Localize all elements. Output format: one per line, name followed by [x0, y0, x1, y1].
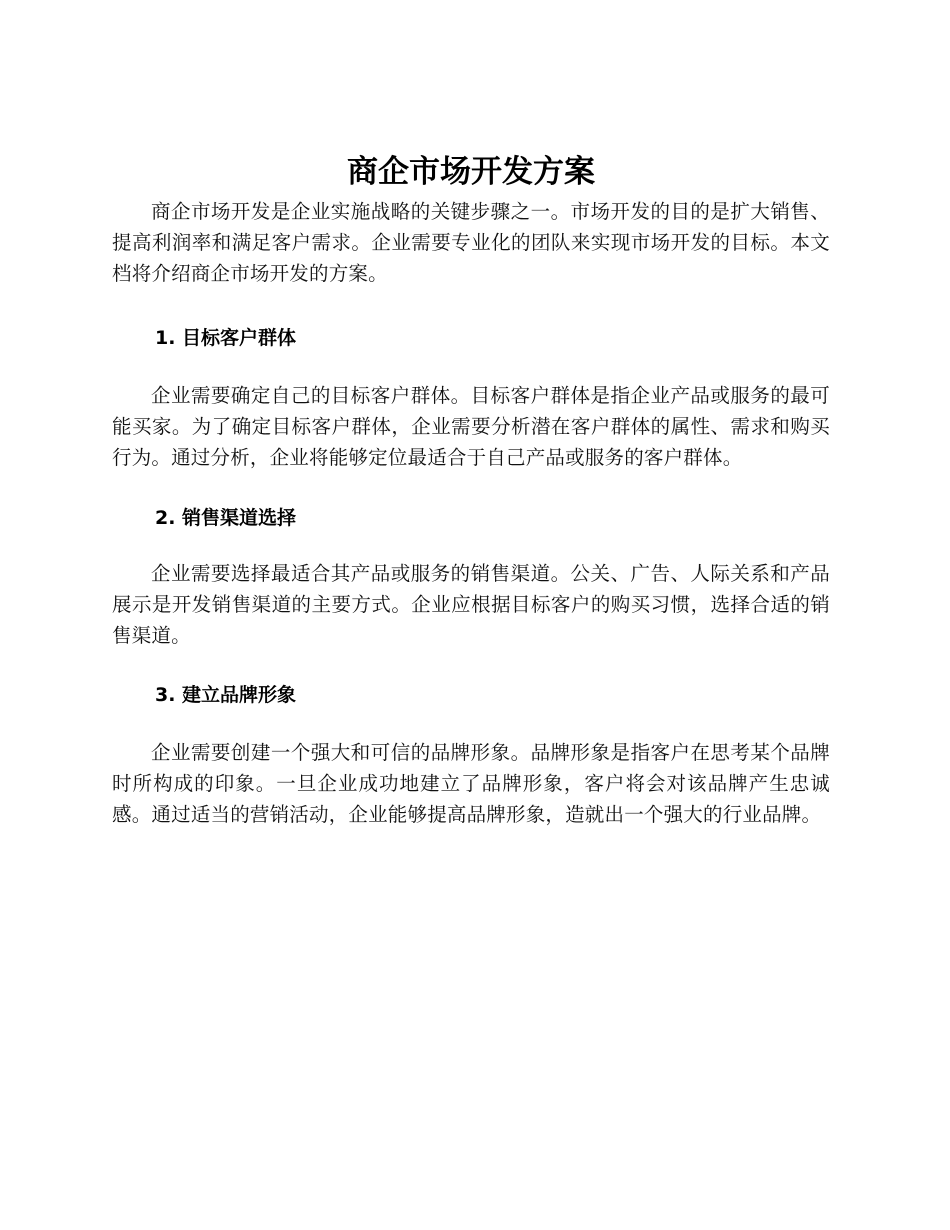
- section-body-sales-channels: 企业需要选择最适合其产品或服务的销售渠道。公关、广告、人际关系和产品展示是开发销售渠道的主要方式。企业应根据目标客户的购买习惯，选择合适的销售渠道。: [112, 562, 830, 647]
- document-content: [112, 148, 830, 830]
- section-heading-brand-image: 3. 建立品牌形象: [155, 684, 297, 706]
- section-body-brand-image: 企业需要创建一个强大和可信的品牌形象。品牌形象是指客户在思考某个品牌时所构成的印象。一旦企业成功地建立了品牌形象，客户将会对该品牌产生忠诚感。通过适当的营销活动，企业能够提高品牌形象，造就出一个强大的行业品牌。: [112, 741, 830, 826]
- section-heading-sales-channels: 2. 销售渠道选择: [155, 507, 297, 529]
- document-title: 商企市场开发方案: [347, 154, 595, 190]
- section-heading-target-customers: 1. 目标客户群体: [155, 327, 297, 349]
- intro-paragraph: 商企市场开发是企业实施战略的关键步骤之一。市场开发的目的是扩大销售、提高利润率和满足客户需求。企业需要专业化的团队来实现市场开发的目标。本文档将介绍商企市场开发的方案。: [112, 200, 830, 285]
- section-body-target-customers: 企业需要确定自己的目标客户群体。目标客户群体是指企业产品或服务的最可能买家。为了确定目标客户群体，企业需要分析潜在客户群体的属性、需求和购买行为。通过分析，企业将能够定位最适合于自己产品或服务的客户群体。: [112, 384, 830, 469]
